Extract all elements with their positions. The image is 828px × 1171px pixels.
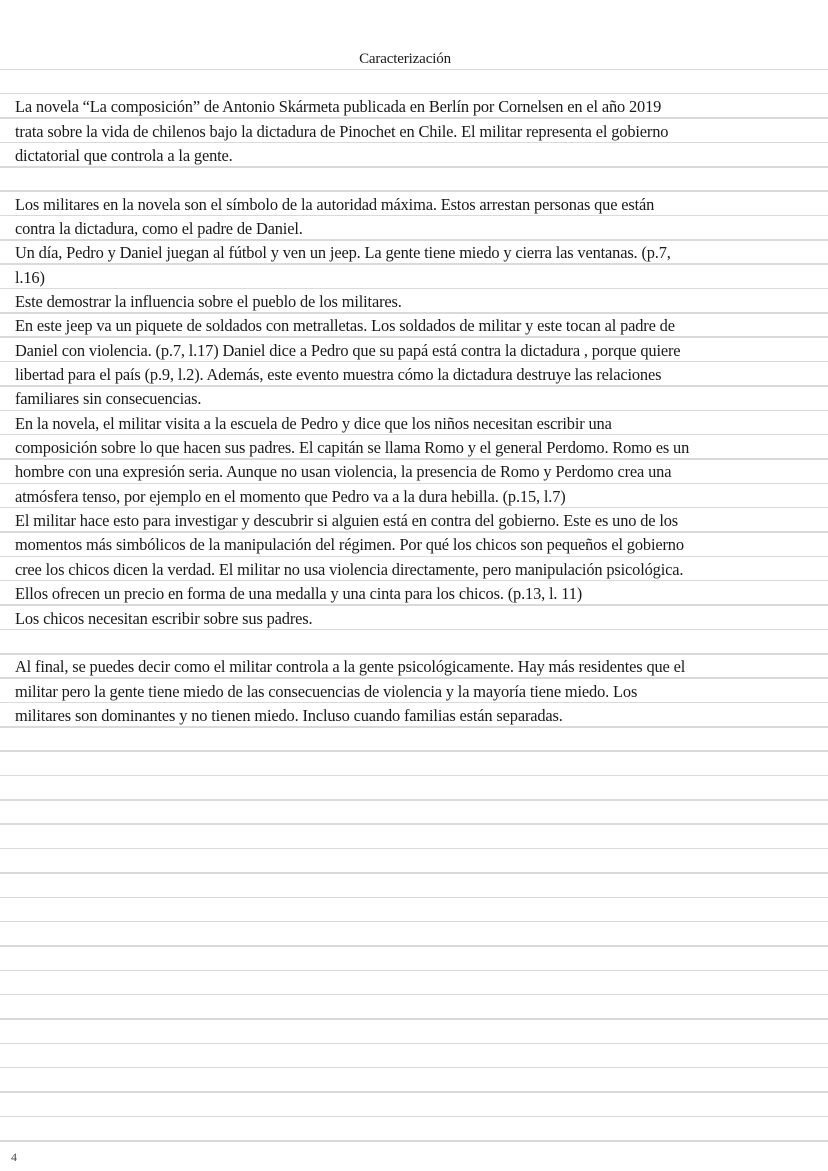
blank-line <box>15 629 825 653</box>
rule-line <box>0 848 828 850</box>
text-line: El militar hace esto para investigar y descubrir si alguien está en contra del gobierno. Este es uno de los <box>15 511 679 531</box>
rule-line <box>0 1018 828 1020</box>
rule-line <box>0 823 828 825</box>
rule-line <box>0 1140 828 1142</box>
rule-line <box>0 1116 828 1118</box>
rule-line <box>0 799 828 801</box>
blank-line <box>15 166 825 190</box>
rule-line <box>0 897 828 899</box>
rule-line <box>0 1091 828 1093</box>
rule-line <box>0 1043 828 1045</box>
text-line: l.16) <box>15 267 45 287</box>
text-line: La novela “La composición” de Antonio Skármeta publicada en Berlín por Cornelsen en el año 2019 <box>15 97 662 117</box>
rule-line <box>0 1067 828 1069</box>
text-line: En la novela, el militar visita a la escuela de Pedro y dice que los niños necesitan escribir una <box>15 413 612 433</box>
text-line: Los militares en la novela son el símbolo de la autoridad máxima. Estos arrestan personas que están <box>15 194 655 214</box>
text-line: familiares sin consecuencias. <box>15 389 202 409</box>
text-line: momentos más simbólicos de la manipulación del régimen. Por qué los chicos son pequeños el gobierno <box>15 535 684 555</box>
blank-line <box>15 69 825 93</box>
rule-line <box>0 921 828 923</box>
rule-line <box>0 945 828 947</box>
document-body <box>15 45 825 727</box>
text-line: Daniel con violencia. (p.7, l.17) Daniel dice a Pedro que su papá está contra la dictadura , porque quiere <box>15 340 681 360</box>
text-line: composición sobre lo que hacen sus padres. El capitán se llama Romo y el general Perdomo. Romo es un <box>15 438 690 458</box>
rule-line <box>0 750 828 752</box>
text-line: dictatorial que controla a la gente. <box>15 145 233 165</box>
text-line: militares son dominantes y no tienen miedo. Incluso cuando familias están separadas. <box>15 705 563 725</box>
page-number: 4 <box>11 1150 17 1164</box>
text-line: libertad para el país (p.9, l.2). Además, este evento muestra cómo la dictadura destruye las relaciones <box>15 365 662 385</box>
rule-line <box>0 775 828 777</box>
text-line: Al final, se puedes decir como el militar controla a la gente psicológicamente. Hay más residentes que el <box>15 657 686 677</box>
text-line: cree los chicos dicen la verdad. El militar no usa violencia directamente, pero manipulación psicológica. <box>15 559 684 579</box>
text-line: atmósfera tenso, por ejemplo en el momento que Pedro va a la dura hebilla. (p.15, l.7) <box>15 486 566 506</box>
rule-line <box>0 970 828 972</box>
text-line: En este jeep va un piquete de soldados con metralletas. Los soldados de militar y este tocan al padre de <box>15 316 675 336</box>
text-line: Los chicos necesitan escribir sobre sus padres. <box>15 608 313 628</box>
rule-line <box>0 994 828 996</box>
text-line: Ellos ofrecen un precio en forma de una medalla y una cinta para los chicos. (p.13, l. 11) <box>15 584 583 604</box>
text-line: contra la dictadura, como el padre de Daniel. <box>15 219 303 238</box>
text-line: trata sobre la vida de chilenos bajo la dictadura de Pinochet en Chile. El militar representa el gobierno <box>15 121 669 141</box>
text-line: Este demostrar la influencia sobre el pueblo de los militares. <box>15 292 402 312</box>
text-line: Un día, Pedro y Daniel juegan al fútbol y ven un jeep. La gente tiene miedo y cierra las ventanas. (p.7, <box>15 243 671 263</box>
rule-line <box>0 872 828 874</box>
text-line: militar pero la gente tiene miedo de las consecuencias de violencia y la mayoría tiene miedo. Los <box>15 681 638 701</box>
text-line: hombre con una expresión seria. Aunque no usan violencia, la presencia de Romo y Perdomo crea una <box>15 462 672 482</box>
page-title: Caracterización <box>359 50 451 67</box>
